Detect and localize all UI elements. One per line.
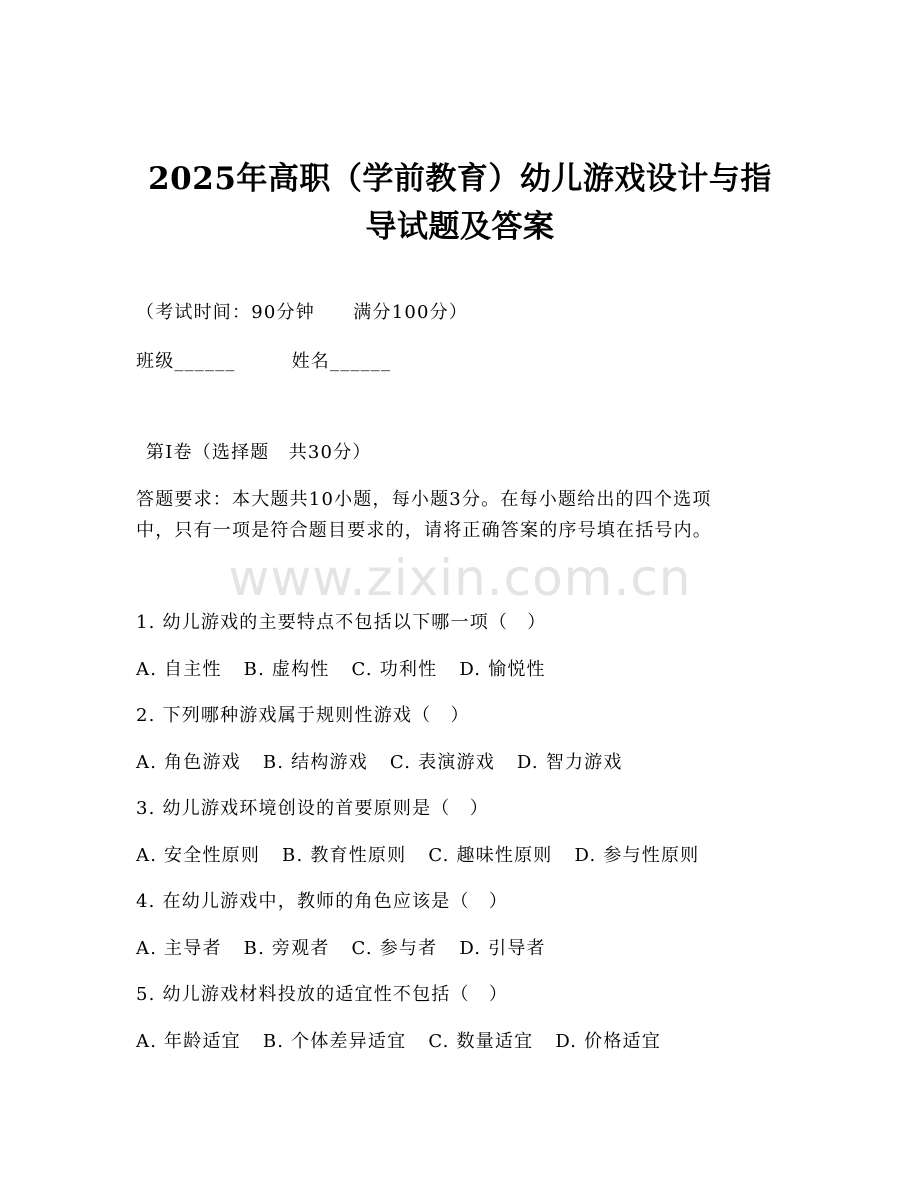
answer-option: D. 价格适宜 bbox=[555, 1030, 661, 1052]
question-options bbox=[136, 844, 699, 868]
instructions-line-1: 答题要求：本大题共10小题，每小题3分。在每小题给出的四个选项 bbox=[136, 489, 712, 510]
answer-option: D. 参与性原则 bbox=[574, 844, 700, 866]
question-stem: 4. 在幼儿游戏中，教师的角色应该是（ ） bbox=[136, 891, 509, 912]
answer-option: D. 愉悦性 bbox=[459, 658, 546, 680]
question-options bbox=[136, 1030, 661, 1054]
question-stem: 2. 下列哪种游戏属于规则性游戏（ ） bbox=[136, 705, 470, 726]
answer-option: C. 趣味性原则 bbox=[428, 844, 553, 866]
answer-option: A. 自主性 bbox=[136, 658, 222, 680]
answer-option: C. 功利性 bbox=[351, 658, 438, 680]
answer-option: B. 个体差异适宜 bbox=[262, 1030, 407, 1052]
exam-info: （考试时间：90分钟 满分100分） bbox=[136, 302, 469, 323]
question-stem: 3. 幼儿游戏环境创设的首要原则是（ ） bbox=[136, 798, 489, 819]
answer-option: A. 安全性原则 bbox=[136, 844, 261, 866]
answer-option: A. 角色游戏 bbox=[136, 751, 241, 773]
class-field-label: 班级______ bbox=[136, 351, 236, 372]
instructions-line-2: 中，只有一项是符合题目要求的，请将正确答案的序号填在括号内。 bbox=[136, 520, 712, 541]
section-heading: 第I卷（选择题 共30分） bbox=[146, 442, 372, 463]
student-fields bbox=[136, 350, 391, 374]
answer-option: B. 结构游戏 bbox=[262, 751, 368, 773]
question-options bbox=[136, 658, 546, 682]
document-title-line-1: 2025年高职（学前教育）幼儿游戏设计与指 bbox=[148, 161, 772, 197]
answer-option: B. 虚构性 bbox=[243, 658, 330, 680]
answer-option: A. 主导者 bbox=[136, 937, 222, 959]
watermark: www.zixin.com.cn bbox=[228, 549, 692, 607]
answer-option: D. 引导者 bbox=[459, 937, 546, 959]
answer-option: C. 表演游戏 bbox=[389, 751, 495, 773]
answer-option: B. 教育性原则 bbox=[282, 844, 407, 866]
question-stem: 1. 幼儿游戏的主要特点不包括以下哪一项（ ） bbox=[136, 612, 547, 633]
name-field-label: 姓名______ bbox=[291, 351, 392, 372]
answer-option: C. 参与者 bbox=[351, 937, 438, 959]
question-stem: 5. 幼儿游戏材料投放的适宜性不包括（ ） bbox=[136, 984, 509, 1005]
question-options bbox=[136, 937, 546, 961]
answer-option: B. 旁观者 bbox=[243, 937, 330, 959]
answer-option: D. 智力游戏 bbox=[516, 751, 623, 773]
answer-option: C. 数量适宜 bbox=[428, 1030, 534, 1052]
answer-option: A. 年龄适宜 bbox=[136, 1030, 241, 1052]
question-options bbox=[136, 751, 623, 775]
document-title-line-2: 导试题及答案 bbox=[365, 209, 555, 245]
